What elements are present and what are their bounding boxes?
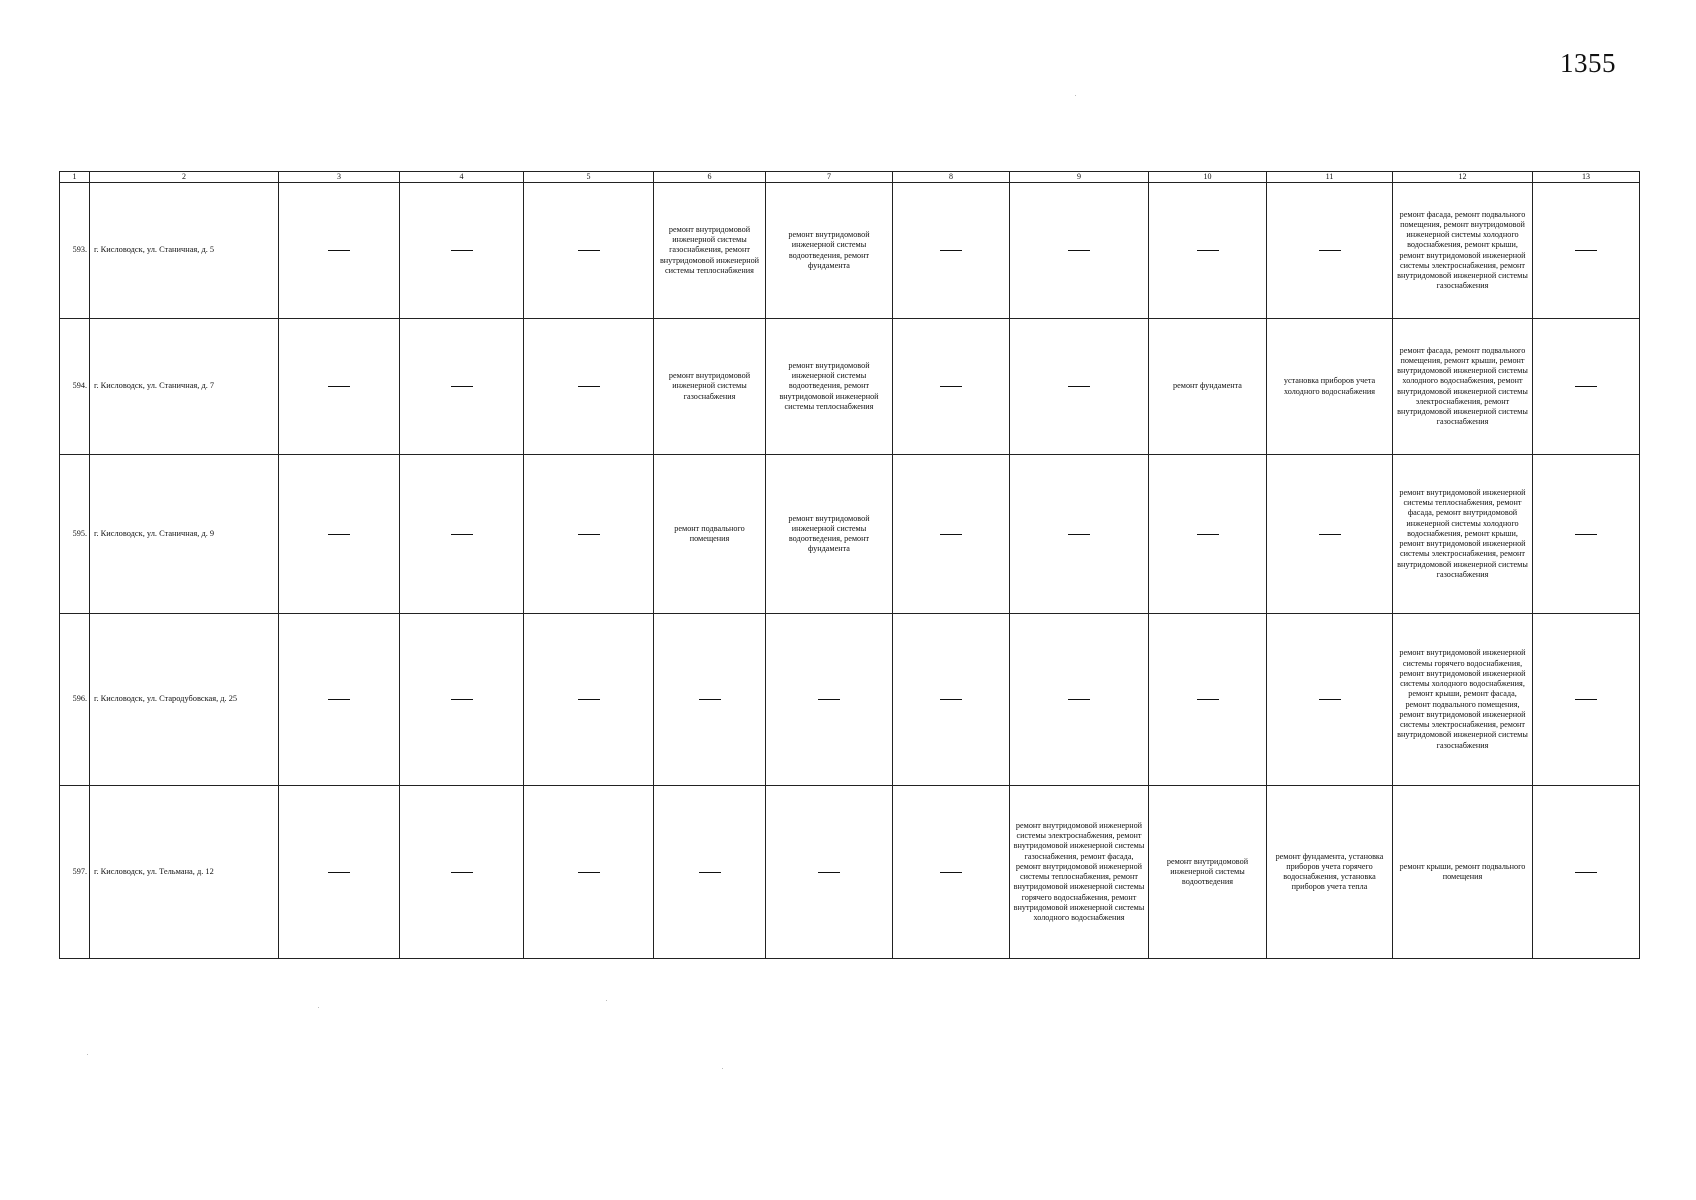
dash-cell	[766, 614, 893, 786]
dash-mark	[451, 250, 473, 251]
work-description-cell: установка приборов учета холодного водоснабжения	[1267, 319, 1393, 455]
column-number: 3	[279, 172, 400, 183]
dash-cell	[766, 786, 893, 959]
dash-mark	[328, 699, 350, 700]
column-number: 2	[90, 172, 279, 183]
row-number: 595.	[60, 455, 90, 614]
column-number: 10	[1149, 172, 1267, 183]
dash-cell	[1149, 614, 1267, 786]
dash-cell	[279, 614, 400, 786]
dash-cell	[524, 455, 654, 614]
dash-mark	[451, 534, 473, 535]
dash-mark	[451, 872, 473, 873]
dash-mark	[818, 872, 840, 873]
dash-cell	[1267, 614, 1393, 786]
dash-mark	[699, 699, 721, 700]
column-number: 5	[524, 172, 654, 183]
work-description-cell: ремонт внутридомовой инженерной системы теплоснабжения, ремонт фасада, ремонт внутридомовой инженерной системы холодного водоснабжения, ремонт крыши, ремонт внутридомовой инженерной системы электроснабжения, ремонт внутридомовой инженерной системы газоснабжения	[1393, 455, 1533, 614]
repair-schedule-table	[59, 171, 1640, 959]
dash-cell	[1533, 455, 1640, 614]
work-description-cell: ремонт внутридомовой инженерной системы водоотведения, ремонт фундамента	[766, 183, 893, 319]
address-cell: г. Кисловодск, ул. Стародубовская, д. 25	[90, 614, 279, 786]
dash-mark	[940, 699, 962, 700]
dash-mark	[1575, 386, 1597, 387]
dash-mark	[451, 699, 473, 700]
column-number: 7	[766, 172, 893, 183]
dash-mark	[1068, 534, 1090, 535]
address-cell: г. Кисловодск, ул. Станичная, д. 5	[90, 183, 279, 319]
dash-cell	[400, 614, 524, 786]
dash-cell	[400, 786, 524, 959]
dash-cell	[1149, 455, 1267, 614]
dash-mark	[940, 250, 962, 251]
dash-mark	[1197, 534, 1219, 535]
work-description-cell: ремонт фундамента	[1149, 319, 1267, 455]
work-description-cell: ремонт крыши, ремонт подвального помещения	[1393, 786, 1533, 959]
dash-cell	[1267, 455, 1393, 614]
dash-cell	[1149, 183, 1267, 319]
dash-cell	[654, 614, 766, 786]
dash-mark	[1068, 386, 1090, 387]
address-cell: г. Кисловодск, ул. Станичная, д. 9	[90, 455, 279, 614]
dash-mark	[578, 534, 600, 535]
dash-mark	[328, 534, 350, 535]
dash-cell	[1533, 786, 1640, 959]
column-number: 13	[1533, 172, 1640, 183]
dash-mark	[1575, 250, 1597, 251]
dash-cell	[654, 786, 766, 959]
column-number: 4	[400, 172, 524, 183]
dash-cell	[1533, 319, 1640, 455]
dash-mark	[818, 699, 840, 700]
column-number-row	[60, 172, 1640, 183]
table-row	[60, 614, 1640, 786]
dash-cell	[893, 614, 1010, 786]
page-number: 1355	[1560, 48, 1616, 78]
column-number: 12	[1393, 172, 1533, 183]
address-cell: г. Кисловодск, ул. Станичная, д. 7	[90, 319, 279, 455]
dash-cell	[893, 455, 1010, 614]
dash-cell	[1533, 183, 1640, 319]
column-number: 8	[893, 172, 1010, 183]
address-cell: г. Кисловодск, ул. Тельмана, д. 12	[90, 786, 279, 959]
dash-mark	[578, 872, 600, 873]
work-description-cell: ремонт внутридомовой инженерной системы водоотведения	[1149, 786, 1267, 959]
dash-cell	[893, 183, 1010, 319]
dash-cell	[400, 183, 524, 319]
dash-mark	[451, 386, 473, 387]
work-description-cell: ремонт фундамента, установка приборов учета горячего водоснабжения, установка приборов учета тепла	[1267, 786, 1393, 959]
dash-mark	[1575, 872, 1597, 873]
dash-mark	[328, 386, 350, 387]
dash-mark	[1575, 534, 1597, 535]
row-number: 596.	[60, 614, 90, 786]
dash-mark	[328, 250, 350, 251]
dash-mark	[940, 386, 962, 387]
work-description-cell: ремонт подвального помещения	[654, 455, 766, 614]
dash-mark	[940, 872, 962, 873]
work-description-cell: ремонт внутридомовой инженерной системы газоснабжения, ремонт внутридомовой инженерной системы теплоснабжения	[654, 183, 766, 319]
column-number: 9	[1010, 172, 1149, 183]
column-number: 1	[60, 172, 90, 183]
dash-mark	[1319, 699, 1341, 700]
table-row	[60, 455, 1640, 614]
dash-cell	[1010, 183, 1149, 319]
dash-mark	[578, 250, 600, 251]
dash-cell	[893, 786, 1010, 959]
dash-cell	[524, 786, 654, 959]
dash-mark	[328, 872, 350, 873]
work-description-cell: ремонт внутридомовой инженерной системы горячего водоснабжения, ремонт внутридомовой инженерной системы холодного водоснабжения, ремонт крыши, ремонт фасада, ремонт подвального помещения, ремонт внутридомовой инженерной системы электроснабжения, ремонт внутридомовой инженерной системы газоснабжения	[1393, 614, 1533, 786]
dash-cell	[279, 455, 400, 614]
table-row	[60, 319, 1640, 455]
dash-mark	[1197, 250, 1219, 251]
dash-mark	[1319, 250, 1341, 251]
dash-mark	[1068, 699, 1090, 700]
dash-mark	[1197, 699, 1219, 700]
row-number: 594.	[60, 319, 90, 455]
table-row	[60, 786, 1640, 959]
dash-mark	[1575, 699, 1597, 700]
dash-cell	[1010, 614, 1149, 786]
work-description-cell: ремонт внутридомовой инженерной системы водоотведения, ремонт внутридомовой инженерной системы теплоснабжения	[766, 319, 893, 455]
work-description-cell: ремонт внутридомовой инженерной системы газоснабжения	[654, 319, 766, 455]
work-description-cell: ремонт внутридомовой инженерной системы водоотведения, ремонт фундамента	[766, 455, 893, 614]
column-number: 6	[654, 172, 766, 183]
dash-cell	[1267, 183, 1393, 319]
dash-cell	[279, 319, 400, 455]
work-description-cell: ремонт фасада, ремонт подвального помещения, ремонт внутридомовой инженерной системы холодного водоснабжения, ремонт крыши, ремонт внутридомовой инженерной системы электроснабжения, ремонт внутридомовой инженерной системы газоснабжения	[1393, 183, 1533, 319]
work-description-cell: ремонт фасада, ремонт подвального помещения, ремонт крыши, ремонт внутридомовой инженерной системы холодного водоснабжения, ремонт внутридомовой инженерной системы электроснабжения, ремонт внутридомовой инженерной системы газоснабжения	[1393, 319, 1533, 455]
dash-mark	[578, 386, 600, 387]
dash-cell	[1010, 455, 1149, 614]
column-number: 11	[1267, 172, 1393, 183]
row-number: 597.	[60, 786, 90, 959]
work-description-cell: ремонт внутридомовой инженерной системы электроснабжения, ремонт внутридомовой инженерной системы газоснабжения, ремонт фасада, ремонт внутридомовой инженерной системы теплоснабжения, ремонт внутридомовой инженерной системы горячего водоснабжения, ремонт внутридомовой инженерной системы холодного водоснабжения	[1010, 786, 1149, 959]
dash-mark	[1319, 534, 1341, 535]
dash-cell	[279, 786, 400, 959]
dash-cell	[1533, 614, 1640, 786]
table-row	[60, 183, 1640, 319]
dash-cell	[524, 614, 654, 786]
dash-mark	[578, 699, 600, 700]
dash-cell	[524, 183, 654, 319]
dash-cell	[400, 455, 524, 614]
dash-mark	[699, 872, 721, 873]
dash-mark	[1068, 250, 1090, 251]
dash-cell	[1010, 319, 1149, 455]
row-number: 593.	[60, 183, 90, 319]
dash-cell	[400, 319, 524, 455]
dash-cell	[279, 183, 400, 319]
table-body	[60, 172, 1640, 959]
dash-cell	[524, 319, 654, 455]
dash-mark	[940, 534, 962, 535]
dash-cell	[893, 319, 1010, 455]
